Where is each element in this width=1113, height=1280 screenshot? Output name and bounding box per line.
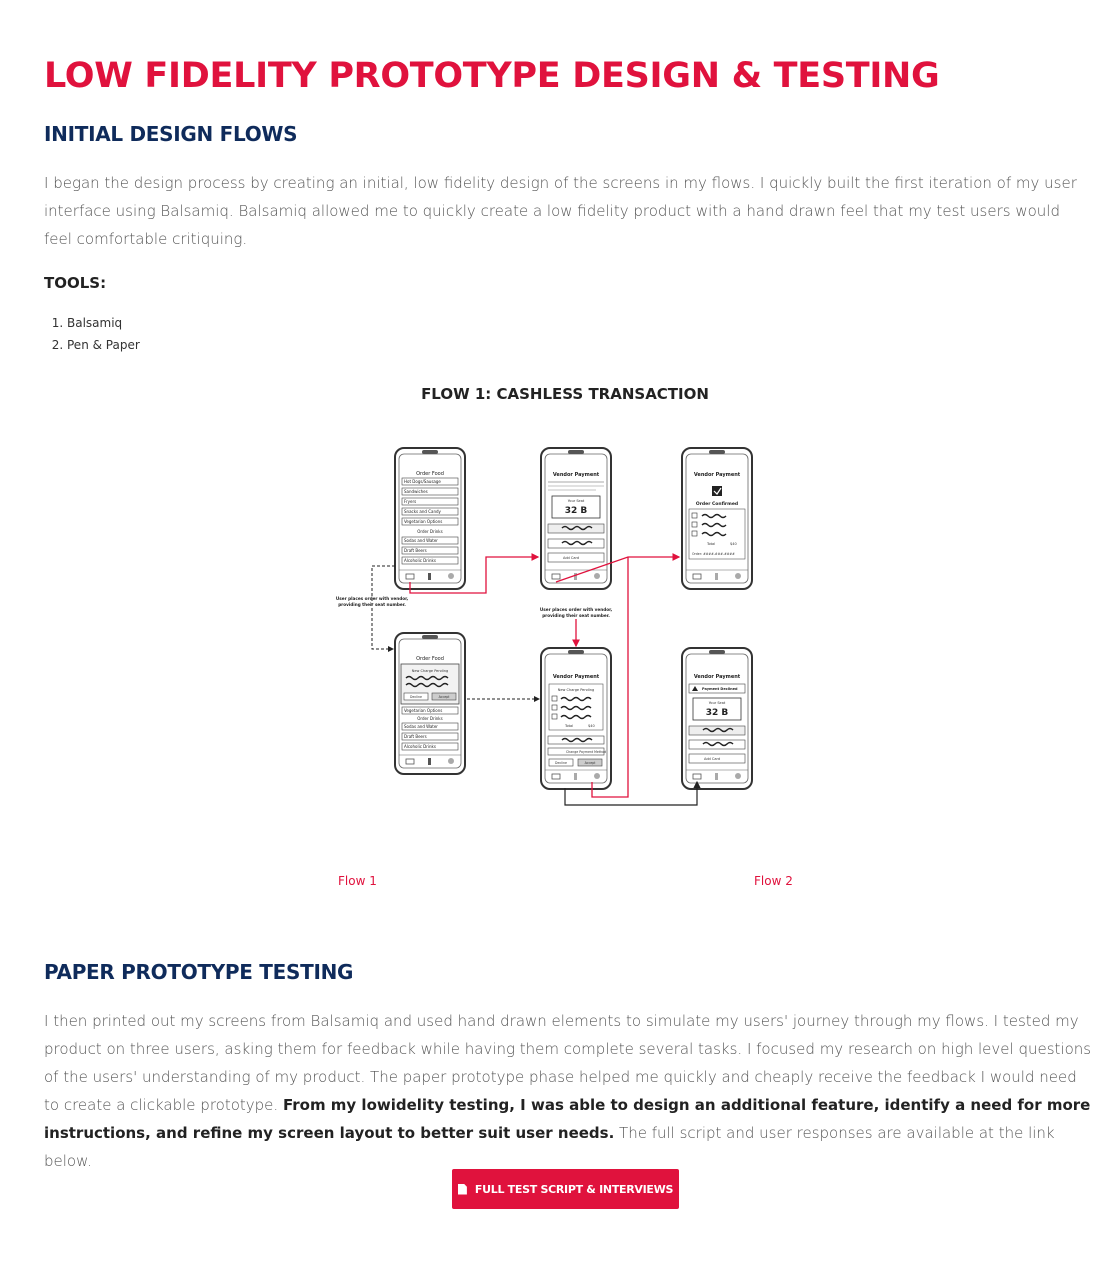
annotation-text: User places order with vendor,: [539, 607, 613, 612]
accept-label: Accept: [438, 695, 450, 699]
menu-item: Sodas and Water: [404, 538, 438, 543]
menu-item: Alcoholic Drinks: [404, 558, 436, 563]
seat-label: Your Seat: [567, 499, 585, 503]
annotation-text: providing their seat number.: [338, 602, 406, 607]
screen-title: Vendor Payment: [693, 674, 741, 680]
phone-payment-pending: [541, 648, 611, 789]
status-text: Order Confirmed: [695, 502, 739, 507]
menu-item: Sodas and Water: [404, 724, 438, 729]
screen-title: Vendor Payment: [552, 472, 600, 478]
status-text: Payment Declined: [702, 687, 738, 691]
section-label: Order Drinks: [417, 716, 443, 721]
menu-item: Snacks and Candy: [404, 509, 441, 514]
phone-order-confirmed: [682, 448, 752, 589]
add-card-label: Add Card: [704, 757, 721, 761]
section-heading-paper-testing: PAPER PROTOTYPE TESTING: [44, 960, 354, 984]
menu-item: Draft Beers: [404, 548, 427, 553]
phone-vendor-payment: [541, 448, 611, 589]
seat-value: 32 B: [705, 708, 729, 718]
paragraph-highlight: From my lowidelity testing, I was able to design an additional feature, identify a need for more instructions, and refine my screen layout to better suit user needs.: [44, 1096, 1091, 1142]
caption-flow-1: Flow 1: [338, 874, 377, 888]
annotation-text: User places order with vendor,: [335, 596, 409, 601]
paragraph-text: The full script and user responses are available at the link below.: [44, 1124, 1055, 1170]
button-label: FULL TEST SCRIPT & INTERVIEWS: [474, 1182, 674, 1196]
section-heading-initial-flows: INITIAL DESIGN FLOWS: [44, 122, 298, 146]
decline-label: Decline: [410, 695, 422, 699]
wireframe-flow-diagram: [0, 420, 1113, 860]
order-number: Order: ####-###-####: [692, 552, 735, 556]
tools-list-item: 1. Balsamiq: [67, 312, 140, 334]
menu-item: Vegetarian Options: [404, 708, 443, 713]
seat-value: 32 B: [564, 506, 588, 516]
screen-title: Vendor Payment: [693, 472, 741, 478]
document-icon: [458, 1184, 467, 1195]
annotation-text: providing their seat number.: [542, 613, 610, 618]
pending-text: New Charge Pending: [411, 669, 449, 673]
paper-testing-paragraph: [44, 1007, 1092, 1175]
phone-order-food: [395, 448, 465, 589]
add-card-label: Add Card: [563, 556, 580, 560]
screen-title: Order Food: [416, 656, 444, 662]
screen-title: Vendor Payment: [552, 674, 600, 680]
menu-item: Draft Beers: [404, 734, 427, 739]
menu-item: Alcoholic Drinks: [404, 744, 436, 749]
tools-list-item: 2. Pen & Paper: [67, 334, 140, 356]
page-title: LOW FIDELITY PROTOTYPE DESIGN & TESTING: [44, 56, 940, 96]
decline-label: Decline: [555, 761, 567, 765]
change-payment-label: Change Payment Method: [566, 750, 607, 754]
screen-title: Order Food: [416, 471, 444, 477]
total-label: Total: [707, 542, 716, 546]
figure-title: FLOW 1: CASHLESS TRANSACTION: [421, 385, 709, 403]
menu-item: Sandwiches: [404, 489, 428, 494]
phone-payment-declined: [682, 648, 752, 789]
menu-item: Vegetarian Options: [404, 519, 443, 524]
phone-order-pending: [395, 633, 465, 774]
accept-label: Accept: [584, 761, 596, 765]
pending-text: New Charge Pending: [557, 688, 595, 692]
menu-item: Fryers: [404, 499, 417, 504]
initial-flows-paragraph: I began the design process by creating an initial, low fidelity design of the screens in my flows. I quickly built the first iteration of my user interface using Balsamiq. Balsamiq allowed me to quickly create a low fidelity product with a hand drawn feel that my test users would feel comfortable critiquing.: [44, 174, 1077, 248]
seat-label: Your Seat: [708, 701, 726, 705]
paragraph-text: I then printed out my screens from Balsamiq and used hand drawn elements to simulate my users' journey through my flows. I tested my product on three users, asking them for feedback while having them complete several tasks. I focused my research on high level questions of the users' understanding of my product. The paper prototype phase helped me quickly and cheaply receive the feedback I would need to create a clickable prototype.: [44, 1012, 1092, 1114]
section-label: Order Drinks: [417, 529, 443, 534]
total-label: Total: [565, 724, 574, 728]
full-test-script-button[interactable]: [452, 1169, 679, 1209]
tools-label: TOOLS:: [44, 274, 107, 292]
caption-flow-2: Flow 2: [754, 874, 793, 888]
total-value: $40: [730, 542, 737, 546]
tools-list: [44, 312, 140, 356]
menu-item: Hot Dogs/Sausage: [404, 479, 441, 484]
total-value: $40: [588, 724, 595, 728]
